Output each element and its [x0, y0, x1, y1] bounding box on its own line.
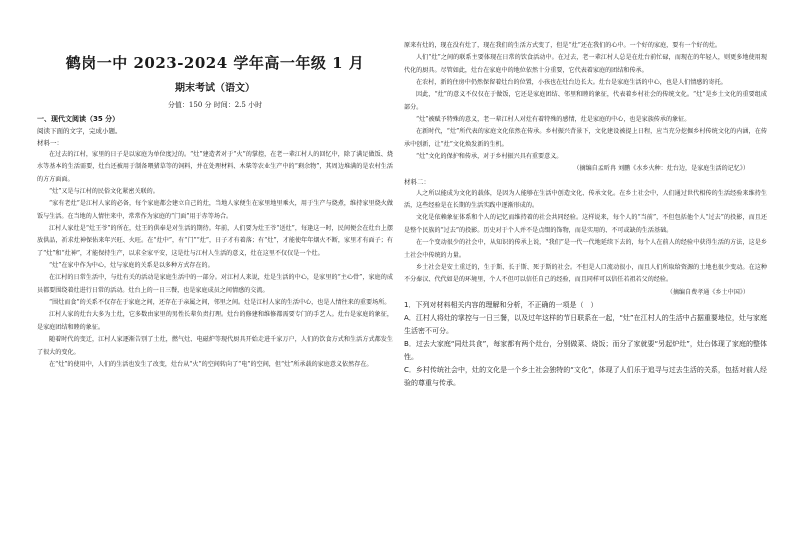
- question-option-c: C．乡村传统社会中，灶的文化是一个乡土社会独特的“文化”，体现了人们乐于追寻与过去生活的关系，包括对前人经验的尊重与传承。: [404, 365, 767, 387]
- left-column: [37, 36, 393, 556]
- paragraph: 随着时代的变迁，江村人家逐渐告别了土灶，燃气灶、电磁炉等现代厨具开始走进千家万户，人们的饮食方式和生活方式都发生了很大的变化。: [37, 336, 393, 356]
- paragraph: 在一个变动很少的社会中，从知识的传承上说，“我们”是一代一代地延续下去的，每个人在前人的经验中获得生活的方法，这是乡土社会中传统的力量。: [404, 239, 767, 259]
- question-option-b: B．过去大家庭“同灶共食”，每家都有两个灶台，分别做菜、烧饭；而分了家就要“另起炉灶”，灶台体现了家庭的整体性。: [404, 339, 767, 361]
- paragraph: 因此，“灶”的意义不仅仅在于做饭，它还是家庭团结、邻里和睦的象征，代表着乡村社会的传统文化。“灶”是乡土文化的重要组成部分。: [404, 91, 767, 111]
- paragraph: 文化是依赖象征体系和个人的记忆而维持着的社会共同经验。这样说来，每个人的“当前”，不但包括他个人“过去”的投影，而且还是整个民族的“过去”的投影。历史对于个人并不是点缀的饰物，而是实用的、不可或缺的生活基础。: [404, 214, 767, 234]
- paragraph: “灶”在家中作为中心，灶与家庭的关系是以多种方式存在的。: [49, 262, 214, 270]
- paragraph: “围灶而食”的关系不仅存在于家庭之间，还存在于亲属之间，邻里之间。灶是江村人家的生活中心，也是人情往来的重要场所。: [49, 299, 391, 307]
- material-1-source: （摘编自孟昕冉 刘鹏《水乡火种：灶台边，是家庭生活的记忆》）: [573, 165, 749, 173]
- material-2-body: [404, 188, 767, 287]
- paragraph: 在“灶”的使用中，人们的生活也发生了改变，灶台从“火”的空间转向了“电”的空间，但“灶”所承载的家庭意义依然存在。: [49, 360, 373, 368]
- question-stem: 1．下列对材料相关内容的理解和分析，不正确的一项是（ ）: [404, 300, 598, 309]
- paragraph: 在农村，新的住房中仍然保留着灶台的位置，小孩也在灶台边长大。灶台是家庭生活的中心，也是人们情感的寄托。: [416, 79, 727, 87]
- question-option-a: A．江村人将灶的掌控与一日三餐，以及过年这样的节日联系在一起，“灶”在江村人的生活中占据重要地位，灶与家庭生活密不可分。: [404, 313, 767, 335]
- paragraph: 在新时代，“灶”所代表的家庭文化依然在传承。乡村振兴背景下，文化建设被提上日程，应当充分挖掘乡村传统文化的内涵，在传承中创新，让“灶”文化焕发新的生机。: [404, 128, 767, 148]
- section-instruction: 阅读下面的文字，完成小题。: [37, 127, 122, 135]
- paragraph: “家有老灶”是江村人家的必备，每个家庭都会建立自己的灶，当地人家便生在家里地里乘火，用于生产与烧煮，维持家里烧火做饭与生活。在当地的人情往来中，常常作为家庭的“门面”用于赤等场合。: [37, 200, 393, 220]
- paragraph: “灶”文化的保护和传承，对于乡村振兴具有重要意义。: [416, 153, 563, 161]
- exam-title: 鹤岗一中 2023-2024 学年高一年级 1 月: [65, 54, 365, 72]
- paragraph: 原来有灶的，现在没有灶了，现在我们的生活方式变了，但是“灶”还在我们的心中。一个好的家庭，要有一个好的灶。: [404, 42, 722, 49]
- paragraph: 江村人家灶是“灶王爷”的所在，灶王的供奉是对生活的期待。年前，人们要为灶王爷“送灶”，每逢这一时，民间便会在灶台上摆放供品，祈求灶神保佑来年兴旺、火旺。在“灶中”，有“门”“灶”，日子才有着落；有“灶”，才能使年年烟火不断，家里才有面子；有了“灶”和“灶神”，才能保持生产，以求全家平安，这是灶与江村人生活的意义，灶在这里不仅仅是一个灶。: [37, 225, 393, 257]
- paragraph: “灶”又是与江村的民俗文化紧密关联的。: [49, 188, 159, 196]
- right-column: [404, 40, 767, 558]
- exam-subtitle: 期末考试（语文）: [175, 83, 255, 94]
- material-2-source: （摘编自费孝通《乡土中国》）: [666, 288, 749, 296]
- paragraph: 乡土社会是安土重迁的，生于斯、长于斯、死于斯的社会。不但是人口流动很小，而且人们所取给资源的土地也很少变动。在这种不分秦汉、代代如是的环境里，个人不但可以信任自己的经验，而且同样可以信任若祖若父的经验。: [404, 263, 767, 284]
- exam-info: 分值：150 分 时间：2.5 小时: [167, 101, 263, 109]
- section-heading: 一、现代文阅读（35 分）: [37, 115, 120, 123]
- paragraph: 人们“灶”之间的联系主要体现在日常的饮食活动中。在过去，老一辈江村人总是在灶台前忙碌，而现在的年轻人，则更多地使用现代化的厨具。尽管如此，灶台在家庭中的地位依然十分重要，它代表着家庭的团结和传承。: [404, 54, 767, 74]
- paragraph: 江村人家的灶台大多为土灶，它多数由家里的男性长辈负责打理。灶台的修建和维修都需要专门的手艺人。灶台是家庭的象征，是家庭团结和睦的象征。: [37, 311, 393, 331]
- material-label: 材料二：: [404, 177, 430, 186]
- paragraph: “灶”被赋予特殊的意义，老一辈江村人对灶有着特殊的感情，灶是家庭的中心，也是家族传承的象征。: [416, 116, 691, 124]
- material-1-body: [37, 149, 393, 371]
- paragraph: 在江村的日常生活中，与灶有关的活动是家庭生活中的一部分。对江村人来说，灶是生活的中心，是家里的“主心骨”，家庭的成员都要围绕着灶进行日常的活动。灶台上的一日三餐，也是家庭成员之间情感的交流。: [37, 274, 393, 294]
- paragraph: 人之所以能成为文化的载体，是因为人能够在生活中创造文化、传承文化。在乡土社会中，人们通过世代相传的生活经验来维持生活，这些经验是在长期的生活实践中逐渐形成的。: [404, 189, 767, 210]
- material-1-continued: [404, 40, 767, 163]
- question-block: [404, 299, 767, 390]
- material-label: 材料一：: [37, 139, 63, 147]
- paragraph: 在过去的江村，家里的日子是以家庭为单位度过的。“灶”建造者对于“火”的掌控，在老一辈江村人的回忆中，除了满足做饭、烧水等基本的生活需要，灶台还被用于制备喂猪草等的饲料，并在处理材料、木柴等农业生产中的“剩余物”，其周边堆满的是农村生活的方方面面。: [37, 151, 393, 183]
